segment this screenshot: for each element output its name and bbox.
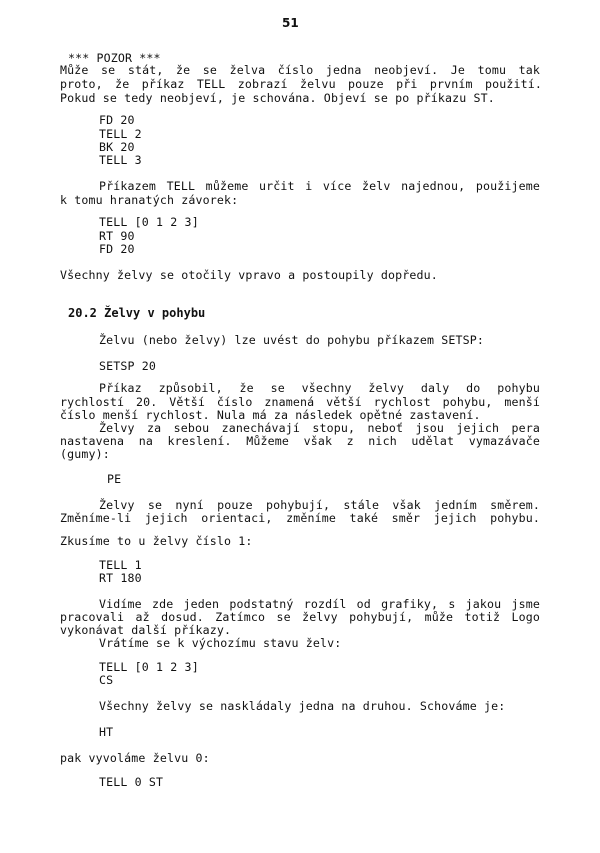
code-line: SETSP 20 — [99, 359, 157, 373]
code-line: RT 90 — [99, 229, 135, 243]
paragraph-line: pak vyvoláme želvu 0: — [60, 751, 210, 765]
paragraph-line: Zkusíme to u želvy číslo 1: — [60, 534, 253, 548]
paragraph-line: číslo menší rychlost. Nula má za následek opětné zastavení. — [60, 408, 481, 422]
paragraph-line: (gumy): — [60, 447, 110, 461]
code-line: RT 180 — [99, 571, 142, 585]
code-line: FD 20 — [99, 242, 135, 256]
paragraph-line: Příkaz způsobil, že se všechny želvy daly do pohybu — [99, 381, 540, 395]
paragraph-line: Vidíme zde jeden podstatný rozdíl od grafiky, s jakou jsme — [99, 597, 540, 611]
paragraph-line: nastavena na kreslení. Můžeme však z nich udělat vymazávače — [60, 434, 540, 448]
section-heading: 20.2 Želvy v pohybu — [68, 306, 206, 320]
paragraph-line: Želvu (nebo želvy) lze uvést do pohybu příkazem SETSP: — [99, 333, 485, 347]
paragraph-line: Všechny želvy se otočily vpravo a postoupily dopředu. — [60, 268, 438, 282]
code-line: TELL [0 1 2 3] — [99, 660, 199, 674]
pozor-line-2: proto, že příkaz TELL zobrazí želvu pouze při prvním použití. — [60, 77, 542, 91]
code-line: HT — [99, 725, 114, 739]
pozor-line-3: Pokud se tedy neobjeví, je schována. Objeví se po příkazu ST. — [60, 91, 495, 105]
code-line: TELL 0 ST — [99, 775, 164, 789]
code-line: TELL [0 1 2 3] — [99, 215, 199, 229]
paragraph-line: Želvy za sebou zanechávají stopu, neboť jsou jejich pera — [99, 421, 540, 435]
paragraph-line: pracovali až dosud. Zatímco se želvy pohybují, může totiž Logo — [60, 610, 540, 624]
paragraph-line: k tomu hranatých závorek: — [60, 193, 239, 207]
pozor-title: *** POZOR *** — [68, 51, 161, 65]
code-line: PE — [107, 472, 122, 486]
paragraph-line: Příkazem TELL můžeme určit i více želv najednou, použijeme — [99, 179, 540, 193]
page-number: 51 — [282, 16, 299, 30]
paragraph-line: Vrátíme se k výchozímu stavu želv: — [99, 636, 342, 650]
paragraph-line: Želvy se nyní pouze pohybují, stále však jedním směrem. — [99, 498, 540, 512]
pozor-line-1: Může se stát, že se želva číslo jedna neobjeví. Je tomu tak — [60, 63, 540, 77]
paragraph-line: rychlostí 20. Větší číslo znamená větší rychlost pohybu, menší — [60, 395, 540, 409]
paragraph-line: vykonávat další příkazy. — [60, 623, 232, 637]
code-line: FD 20 — [99, 113, 135, 127]
code-line: TELL 2 — [99, 127, 142, 141]
code-line: BK 20 — [99, 140, 135, 154]
paragraph-line: Všechny želvy se naskládaly jedna na druhou. Schováme je: — [99, 699, 506, 713]
paragraph-line: Změníme-li jejich orientaci, změníme také směr jejich pohybu. — [60, 511, 540, 525]
code-line: TELL 1 — [99, 558, 142, 572]
code-line: TELL 3 — [99, 153, 142, 167]
code-line: CS — [99, 673, 114, 687]
